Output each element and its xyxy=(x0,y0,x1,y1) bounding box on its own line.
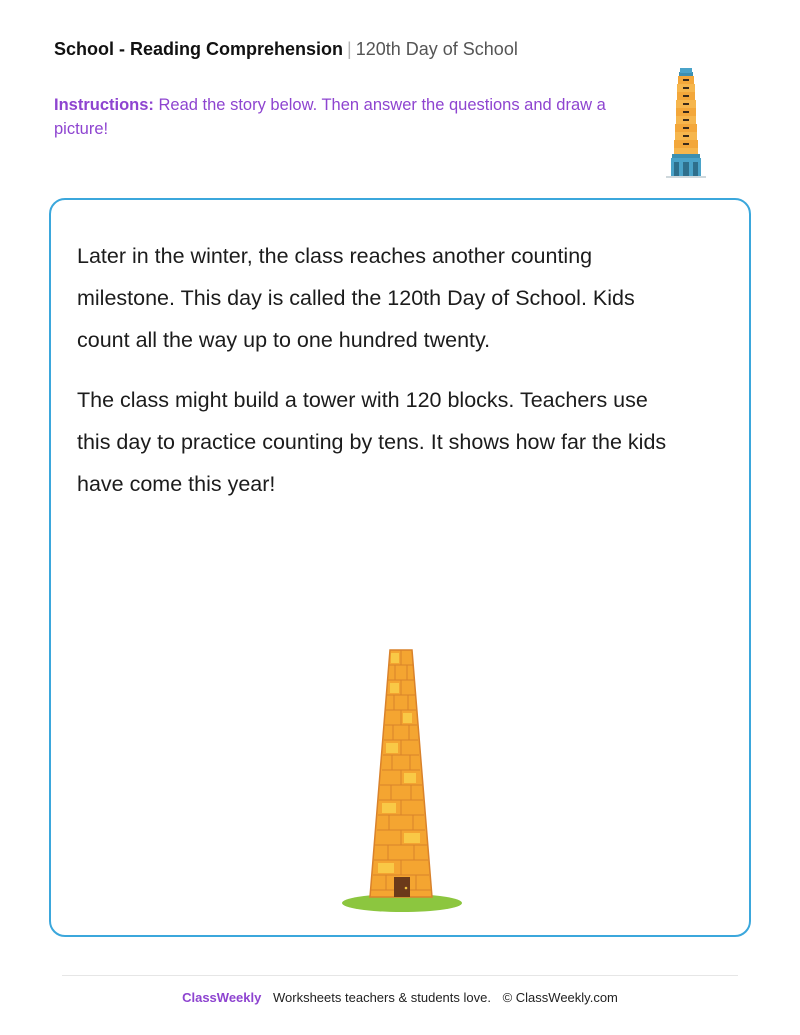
footer-brand: ClassWeekly xyxy=(182,990,262,1005)
page-header xyxy=(54,37,518,61)
story-paragraph: Later in the winter, the class reaches another counting milestone. This day is called the 120th Day of School. Kids count all the way up to one hundred twenty. xyxy=(77,244,635,352)
story-paragraph: The class might build a tower with 120 blocks. Teachers use this day to practice counting by tens. It shows how far the kids have come this year! xyxy=(77,388,667,496)
block-tower-icon xyxy=(662,62,710,180)
story-text xyxy=(77,235,677,523)
instructions xyxy=(54,93,614,141)
block-tower-illustration xyxy=(340,645,465,915)
worksheet-title: School - Reading Comprehension xyxy=(54,39,344,59)
footer-tagline: Worksheets teachers & students love. xyxy=(272,990,491,1005)
page-footer xyxy=(0,990,800,1005)
title-separator: | xyxy=(347,39,352,59)
footer-divider xyxy=(62,975,738,976)
worksheet-subtitle: 120th Day of School xyxy=(355,39,518,59)
instructions-text: Read the story below. Then answer the questions and draw a picture! xyxy=(54,96,606,138)
footer-copyright: © ClassWeekly.com xyxy=(502,990,618,1005)
instructions-label: Instructions: xyxy=(54,96,154,114)
